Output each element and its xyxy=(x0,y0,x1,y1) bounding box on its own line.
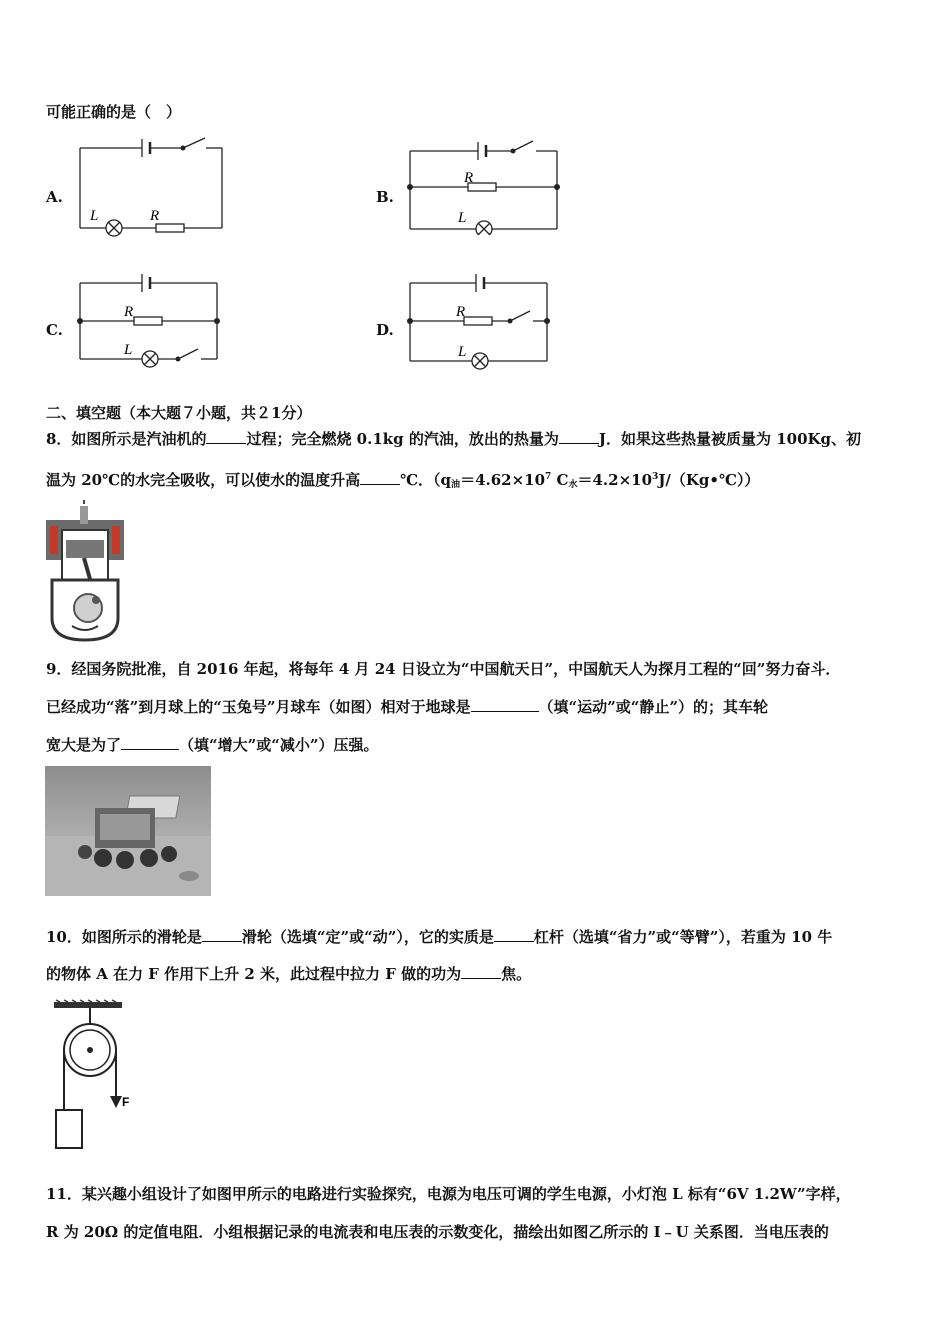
resistor-label-b: R xyxy=(464,170,474,186)
pulley-figure xyxy=(44,998,144,1154)
circuit-diagram-a xyxy=(70,132,230,238)
q9-blank-2[interactable] xyxy=(121,735,179,750)
q9-line2: 已经成功“落”到月球上的“玉兔号”月球车（如图）相对于地球是 （填“运动”或“静止”）的；其车轮 xyxy=(46,698,769,716)
q10-blank-2[interactable] xyxy=(494,927,534,942)
q11-line1: 11．某兴趣小组设计了如图甲所示的电路进行实验探究，电源为电压可调的学生电源，小灯泡 L 标有“6V 1.2W”字样， xyxy=(46,1185,851,1203)
q7-stem: 可能正确的是（ ） xyxy=(46,103,182,121)
option-b-letter[interactable]: B. xyxy=(376,188,394,206)
lamp-label-a: L xyxy=(90,208,99,224)
circuit-diagram-c xyxy=(70,267,225,371)
q9-blank-1[interactable] xyxy=(471,697,539,712)
section-title: 二、填空题（本大题７小题，共２1分） xyxy=(46,404,312,422)
option-a-letter[interactable]: A. xyxy=(46,188,63,206)
q10-line2: 的物体 A 在力 F 作用下上升 2 米，此过程中拉力 F 做的功为 焦。 xyxy=(46,965,532,983)
lamp-label-c: L xyxy=(124,342,133,358)
q8-blank-1[interactable] xyxy=(206,429,246,444)
q8-line2: 温为 20℃的水完全吸收，可以使水的温度升高 ℃．（$q_油=4.62\times 10^7$ $C_水=4.2\times 10^3J/(Kg•℃)$） xyxy=(46,471,760,490)
option-c-letter[interactable]: C. xyxy=(46,321,63,339)
engine-figure xyxy=(44,500,126,642)
q8-line1: 8．如图所示是汽油机的 过程；完全燃烧 0.1kg 的汽油，放出的热量为 J．如果这些热量被质量为 100Kg、初 xyxy=(46,430,862,448)
resistor-label-c: R xyxy=(124,304,134,320)
option-d-letter[interactable]: D. xyxy=(376,321,394,339)
q9-line3: 宽大是为了 （填“增大”或“减小”）压强。 xyxy=(46,736,379,754)
q10-line1: 10．如图所示的滑轮是 滑轮（选填“定”或“动”），它的实质是 杠杆（选填“省力”或“等臂”），若重为 10 牛 xyxy=(46,928,833,946)
q8-blank-3[interactable] xyxy=(360,470,400,485)
q9-line1: 9．经国务院批准，自 2016 年起，将每年 4 月 24 日设立为“中国航天日”，中国航天人为探月工程的“回”努力奋斗． xyxy=(46,660,841,678)
lamp-label-d: L xyxy=(458,344,467,360)
q8-blank-2[interactable] xyxy=(559,429,599,444)
resistor-label-d: R xyxy=(456,304,466,320)
lunar-rover-photo xyxy=(45,766,211,896)
lamp-label-b: L xyxy=(458,210,467,226)
resistor-label-a: R xyxy=(150,208,160,224)
circuit-diagram-d xyxy=(400,267,555,371)
q11-line2: R 为 20Ω 的定值电阻．小组根据记录的电流表和电压表的示数变化，描绘出如图乙所示的 I﹣U 关系图．当电压表的 xyxy=(46,1223,829,1241)
q10-blank-1[interactable] xyxy=(202,927,242,942)
force-label: F xyxy=(122,1095,130,1109)
circuit-diagram-b xyxy=(400,135,565,235)
q10-blank-3[interactable] xyxy=(461,964,501,979)
